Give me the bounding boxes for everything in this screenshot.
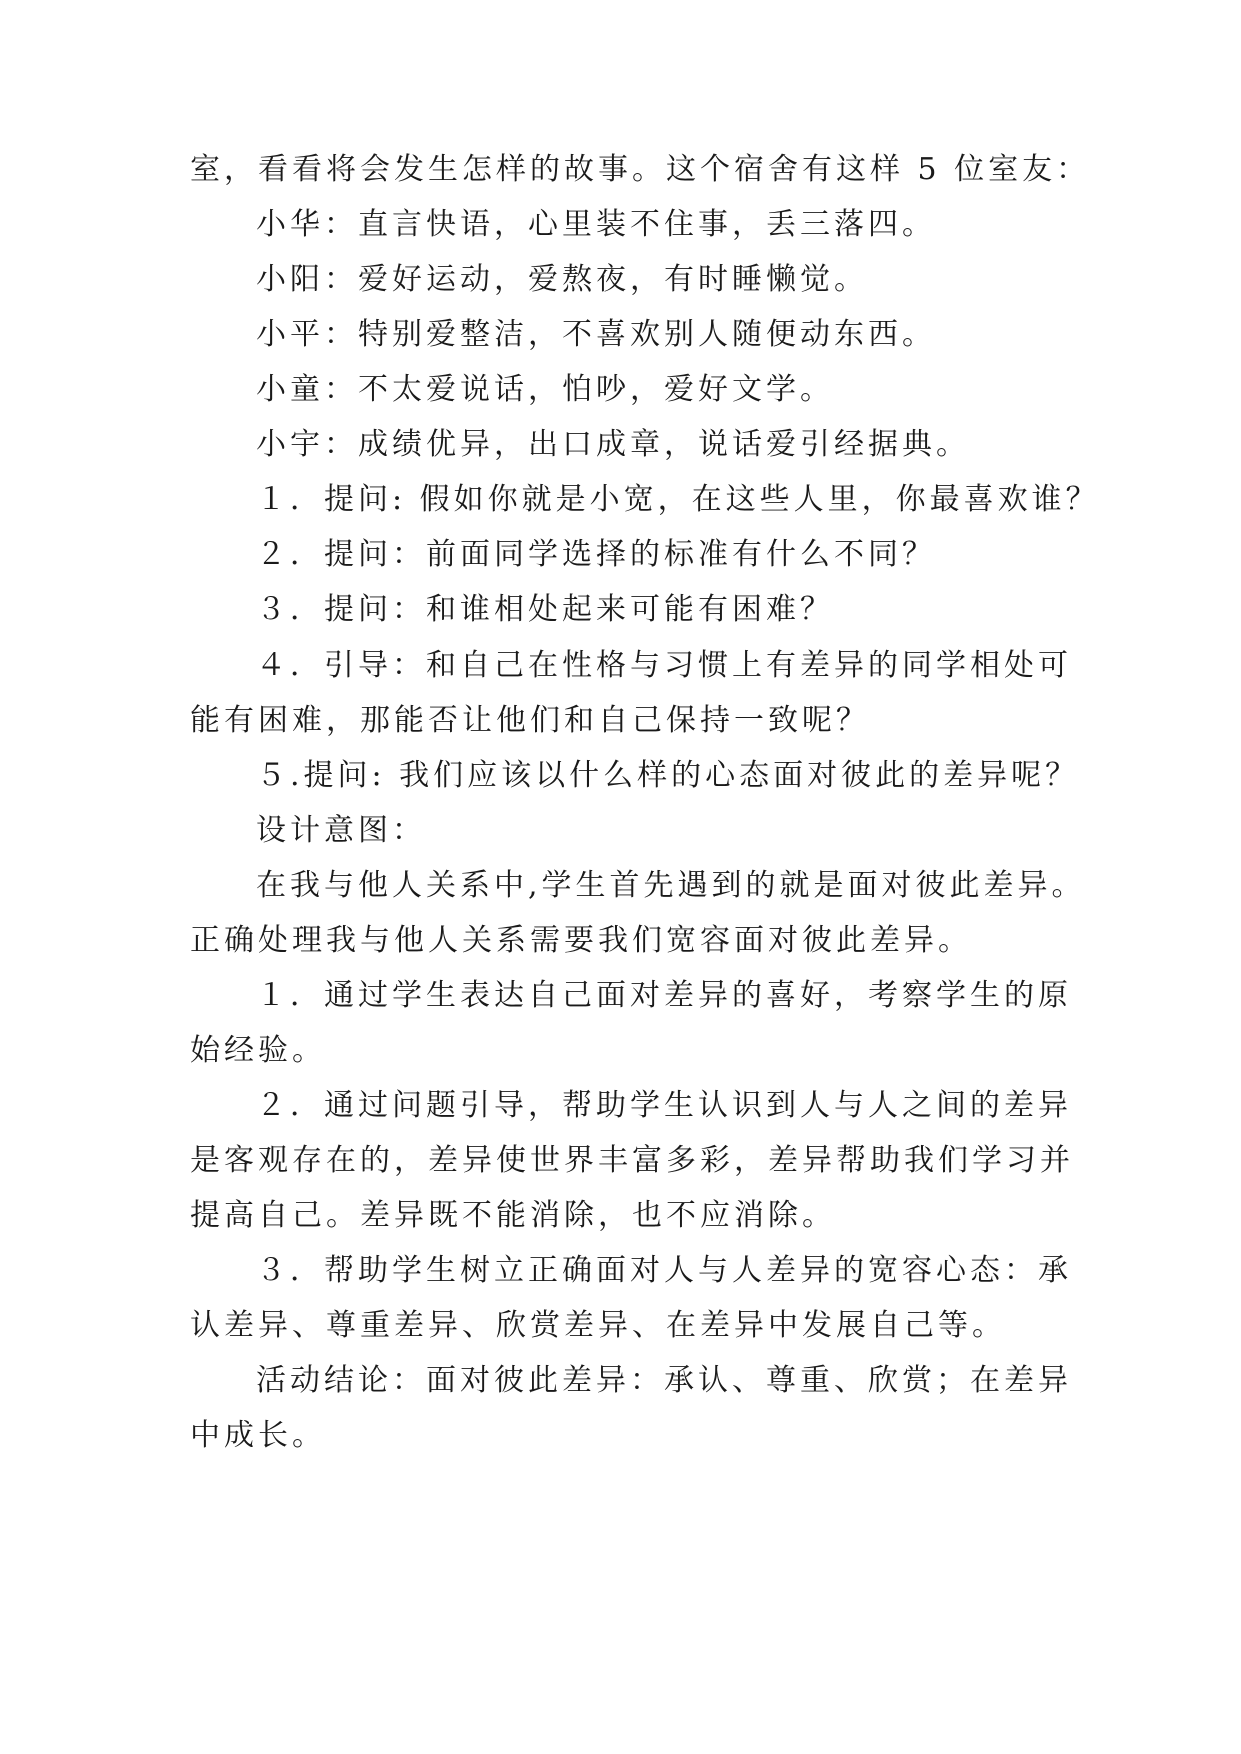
text-line: 能有困难，那能否让他们和自己保持一致呢？	[190, 703, 870, 738]
text-line: ３．帮助学生树立正确面对人与人差异的宽容心态：承	[256, 1253, 1072, 1288]
text-line: 小童：不太爱说话，怕吵，爱好文学。	[256, 372, 834, 407]
text-line: 室，看看将会发生怎样的故事。这个宿舍有这样 5 位室友：	[190, 152, 1091, 187]
text-line: １．通过学生表达自己面对差异的喜好，考察学生的原	[256, 978, 1072, 1013]
text-line: １．提问: 假如你就是小宽，在这些人里，你最喜欢谁？	[256, 482, 1100, 517]
text-line: 小华：直言快语，心里装不住事，丢三落四。	[256, 207, 936, 242]
text-line: 是客观存在的，差异使世界丰富多彩，差异帮助我们学习并	[190, 1143, 1074, 1178]
text-line: ２．通过问题引导，帮助学生认识到人与人之间的差异	[256, 1088, 1072, 1123]
text-line: 设计意图：	[256, 813, 426, 848]
text-line: 在我与他人关系中,学生首先遇到的就是面对彼此差异。	[256, 868, 1086, 903]
text-line: ２．提问：前面同学选择的标准有什么不同？	[256, 537, 936, 572]
text-line: 活动结论：面对彼此差异：承认、尊重、欣赏；在差异	[256, 1363, 1072, 1398]
text-line: 提高自己。差异既不能消除，也不应消除。	[190, 1198, 836, 1233]
text-line: 小宇：成绩优异，出口成章，说话爱引经据典。	[256, 427, 970, 462]
text-line: 中成长。	[190, 1418, 326, 1453]
text-line: 认差异、尊重差异、欣赏差异、在差异中发展自己等。	[190, 1308, 1006, 1343]
text-line: 始经验。	[190, 1033, 326, 1068]
text-line: ３．提问：和谁相处起来可能有困难？	[256, 592, 834, 627]
text-line: ５.提问: 我们应该以什么样的心态面对彼此的差异呢？	[256, 758, 1080, 793]
text-line: ４．引导：和自己在性格与习惯上有差异的同学相处可	[256, 648, 1072, 683]
text-line: 正确处理我与他人关系需要我们宽容面对彼此差异。	[190, 923, 972, 958]
text-line: 小阳：爱好运动，爱熬夜，有时睡懒觉。	[256, 262, 868, 297]
text-line: 小平：特别爱整洁，不喜欢别人随便动东西。	[256, 317, 936, 352]
